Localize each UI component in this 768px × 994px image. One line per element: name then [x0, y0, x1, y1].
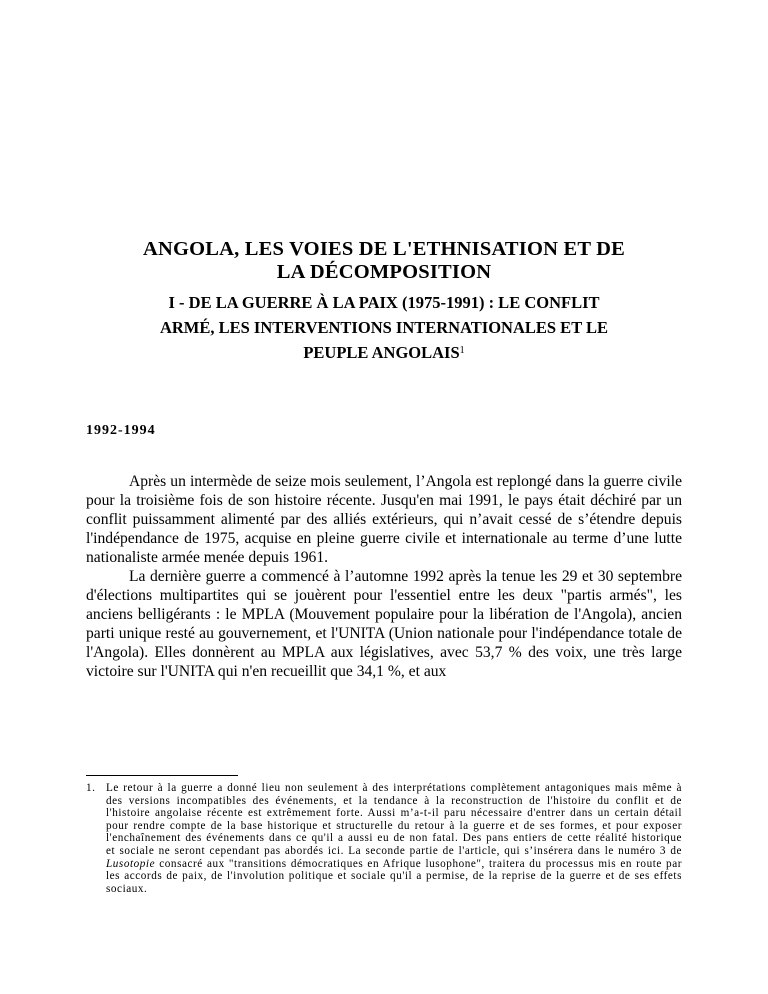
footnote-divider — [86, 775, 238, 776]
footnote-text-part-1: Le retour à la guerre a donné lieu non seulement à des interprétations complètement antagoniques mais même à des versions incompatibles des événements, et la tendance à la reconstruction de l'histoire du conflit et de l'histoire angolaise récente est extrêmement forte. Aussi m’a-t-il paru nécessaire d'entrer dans un certain détail pour rendre compte de la base historique et structurelle du retour à la guerre et de ses formes, et pour exposer l'enchaînement des événements dans ce qu'il a aussi eu de non fatal. Des pans entiers de cette réalité historique et sociale ne seront cependant pas abordés ici. La seconde partie de l'article, qui s’insérera dans le numéro 3 de — [106, 782, 682, 857]
footnote-number: 1. — [86, 782, 96, 794]
article-subtitle-line-2: ARMÉ, LES INTERVENTIONS INTERNATIONALES ET LE — [159, 318, 609, 337]
article-subtitle-line-1: I - DE LA GUERRE À LA PAIX (1975-1991) : LE CONFLIT — [168, 293, 600, 312]
article-subtitle — [60, 290, 708, 365]
footnote-journal-title: Lusotopie — [106, 857, 156, 870]
section-heading: 1992-1994 — [86, 423, 156, 438]
footnote-text-part-2: consacré aux "transitions démocratiques en Afrique lusophone", traitera du processus mis en route par les accords de paix, de l'involution politique et sociale qu'il a permise, de la reprise de la guerre et de ses effets sociaux. — [106, 857, 682, 895]
body-text — [86, 472, 682, 681]
footnote — [86, 782, 682, 895]
paragraph-2: La dernière guerre a commencé à l’automne 1992 après la tenue les 29 et 30 septembre d'élections multipartites qui se jouèrent pour l'essentiel entre les deux "partis armés", les anciens belligérants : le MPLA (Mouvement populaire pour la libération de l'Angola), ancien parti unique resté au gouvernement, et l'UNITA (Union nationale pour l'indépendance totale de l'Angola). Elles donnèrent au MPLA aux législatives, avec 53,7 % des voix, une très large victoire sur l'UNITA qui n'en recueillit que 34,1 %, et aux — [86, 568, 682, 680]
article-title — [60, 238, 708, 284]
article-title-line-1: ANGOLA, LES VOIES DE L'ETHNISATION ET DE — [142, 238, 626, 260]
article-title-line-2: LA DÉCOMPOSITION — [276, 261, 492, 283]
paragraph-1: Après un intermède de seize mois seulement, l’Angola est replongé dans la guerre civile pour la troisième fois de son histoire récente. Jusqu'en mai 1991, le pays était déchiré par un conflit puissamment alimenté par des alliés extérieurs, qui n’avait cessé de s’étendre depuis l'indépendance de 1975, acquise en pleine guerre civile et internationale au terme d’une lutte nationaliste armée menée depuis 1961. — [86, 473, 682, 566]
footnote-body — [106, 782, 682, 895]
footnote-reference[interactable]: 1 — [459, 345, 465, 356]
article-subtitle-line-3: PEUPLE ANGOLAIS — [303, 343, 460, 362]
